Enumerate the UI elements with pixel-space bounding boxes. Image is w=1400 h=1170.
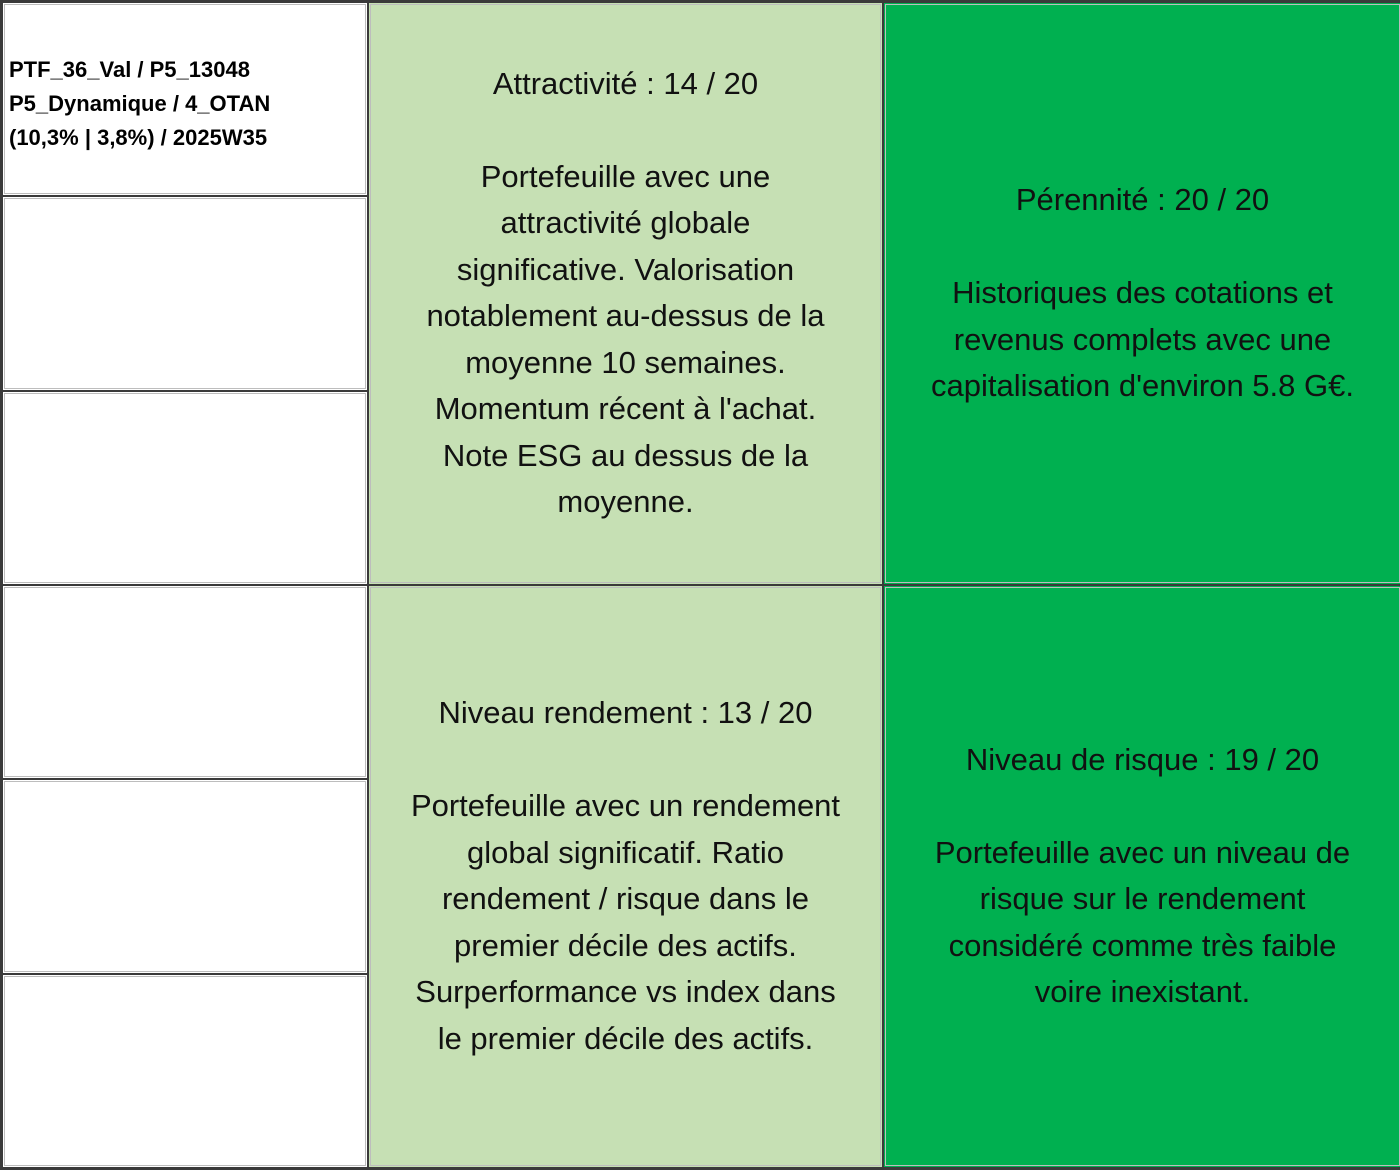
description-line: Momentum récent à l'achat. bbox=[434, 391, 817, 427]
risque-score: Niveau de risque : 19 / 20 bbox=[965, 741, 1320, 777]
empty-cell bbox=[2, 391, 368, 585]
portfolio-stats-line: (10,3% | 3,8%) / 2025W35 bbox=[9, 125, 268, 150]
rendement-cell bbox=[368, 585, 883, 1168]
empty-cell bbox=[2, 196, 368, 390]
description-line: Surperformance vs index dans bbox=[415, 974, 836, 1010]
perennite-description bbox=[931, 270, 1354, 410]
perennite-cell bbox=[883, 2, 1400, 585]
description-line: global significatif. Ratio bbox=[466, 834, 785, 870]
description-line: significative. Valorisation bbox=[456, 251, 795, 287]
description-line: moyenne 10 semaines. bbox=[465, 344, 786, 380]
description-line: moyenne. bbox=[557, 484, 694, 520]
description-line: notablement au-dessus de la bbox=[426, 298, 825, 334]
description-line: Note ESG au dessus de la bbox=[442, 437, 809, 473]
description-line: Historiques des cotations et bbox=[952, 275, 1333, 311]
risque-cell bbox=[883, 585, 1400, 1168]
description-line: revenus complets avec une bbox=[953, 321, 1332, 357]
risque-description bbox=[935, 830, 1350, 1016]
description-line: Portefeuille avec une bbox=[480, 158, 771, 194]
attractivite-description bbox=[426, 154, 824, 526]
rendement-score: Niveau rendement : 13 / 20 bbox=[438, 695, 813, 731]
portfolio-info-cell bbox=[2, 2, 368, 196]
attractivite-cell bbox=[368, 2, 883, 585]
rendement-description bbox=[411, 783, 840, 1062]
empty-cell bbox=[2, 779, 368, 973]
empty-cell bbox=[2, 585, 368, 779]
attractivite-score: Attractivité : 14 / 20 bbox=[492, 65, 759, 101]
description-line: voire inexistant. bbox=[1034, 974, 1251, 1010]
description-line: rendement / risque dans le bbox=[441, 881, 810, 917]
description-line: Portefeuille avec un niveau de bbox=[934, 834, 1351, 870]
empty-cell bbox=[2, 974, 368, 1168]
description-line: capitalisation d'environ 5.8 G€. bbox=[931, 368, 1354, 404]
description-line: risque sur le rendement bbox=[979, 881, 1306, 917]
description-line: attractivité globale bbox=[500, 205, 751, 241]
portfolio-profile-line: P5_Dynamique / 4_OTAN bbox=[9, 91, 271, 116]
description-line: premier décile des actifs. bbox=[454, 927, 797, 963]
description-line: Portefeuille avec un rendement bbox=[410, 788, 841, 824]
description-line: considéré comme très faible bbox=[948, 927, 1337, 963]
perennite-score: Pérennité : 20 / 20 bbox=[1015, 182, 1270, 218]
portfolio-id-line: PTF_36_Val / P5_13048 bbox=[9, 57, 250, 82]
description-line: le premier décile des actifs. bbox=[437, 1020, 814, 1056]
